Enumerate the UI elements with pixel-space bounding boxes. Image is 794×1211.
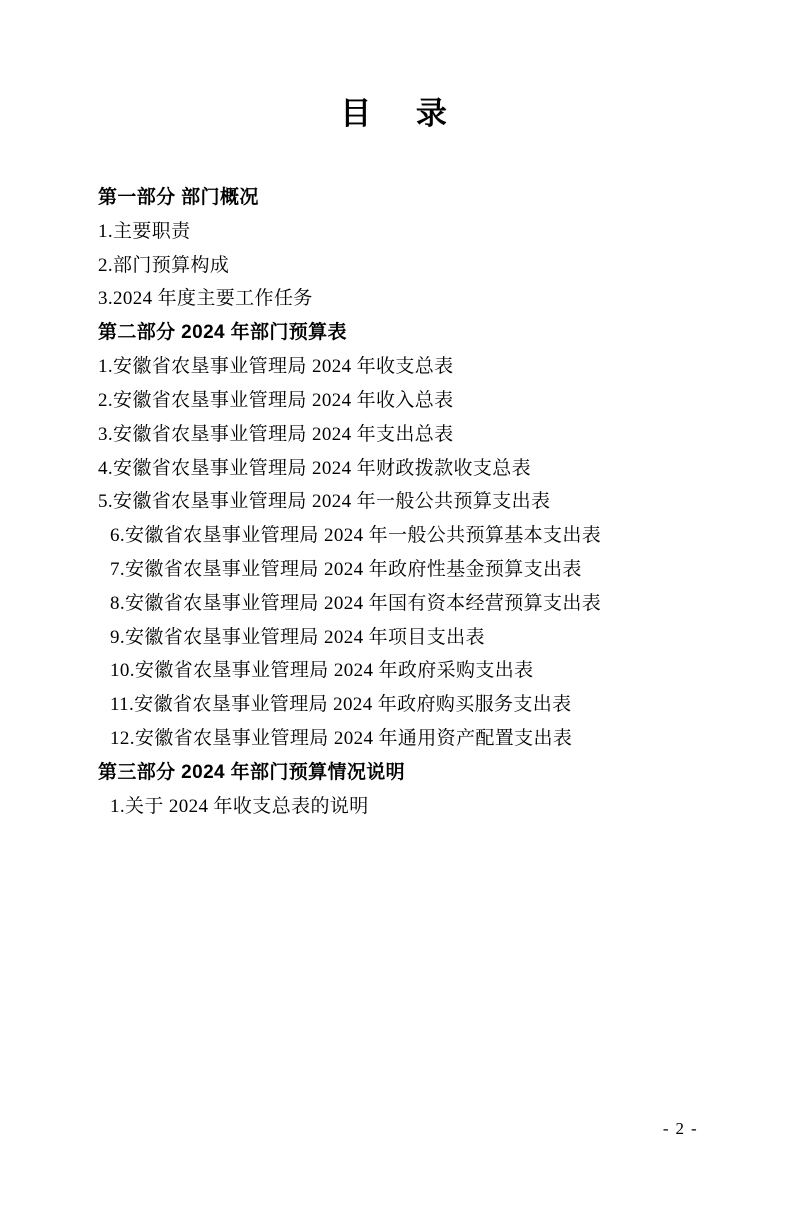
toc-section-heading[interactable]: 第一部分 部门概况	[98, 187, 259, 208]
toc-item[interactable]: 6.安徽省农垦事业管理局 2024 年一般公共预算基本支出表	[110, 525, 602, 547]
toc-section-heading[interactable]: 第二部分 2024 年部门预算表	[98, 322, 347, 344]
toc-item[interactable]: 1.安徽省农垦事业管理局 2024 年收支总表	[98, 356, 454, 378]
toc-item[interactable]: 3.2024 年度主要工作任务	[98, 288, 313, 310]
toc-section-heading[interactable]: 第三部分 2024 年部门预算情况说明	[98, 761, 406, 783]
table-of-contents	[96, 181, 698, 823]
toc-item[interactable]: 12.安徽省农垦事业管理局 2024 年通用资产配置支出表	[110, 728, 573, 749]
toc-item[interactable]: 10.安徽省农垦事业管理局 2024 年政府采购支出表	[110, 660, 534, 682]
page-title: 目 录	[340, 96, 454, 131]
toc-item[interactable]: 3.安徽省农垦事业管理局 2024 年支出总表	[98, 423, 454, 445]
toc-item[interactable]: 2.安徽省农垦事业管理局 2024 年收入总表	[98, 389, 454, 411]
toc-item[interactable]: 8.安徽省农垦事业管理局 2024 年国有资本经营预算支出表	[110, 592, 602, 614]
toc-item[interactable]: 7.安徽省农垦事业管理局 2024 年政府性基金预算支出表	[110, 558, 582, 580]
toc-item[interactable]: 11.安徽省农垦事业管理局 2024 年政府购买服务支出表	[110, 694, 572, 716]
toc-item[interactable]: 1.主要职责	[98, 220, 191, 242]
toc-item[interactable]: 1.关于 2024 年收支总表的说明	[110, 795, 369, 817]
page-number: - 2 -	[662, 1119, 698, 1138]
toc-item[interactable]: 4.安徽省农垦事业管理局 2024 年财政拨款收支总表	[98, 457, 532, 479]
toc-item[interactable]: 9.安徽省农垦事业管理局 2024 年项目支出表	[110, 626, 485, 648]
document-page	[0, 88, 794, 1211]
toc-item[interactable]: 2.部门预算构成	[98, 254, 230, 276]
toc-item[interactable]: 5.安徽省农垦事业管理局 2024 年一般公共预算支出表	[98, 491, 551, 513]
